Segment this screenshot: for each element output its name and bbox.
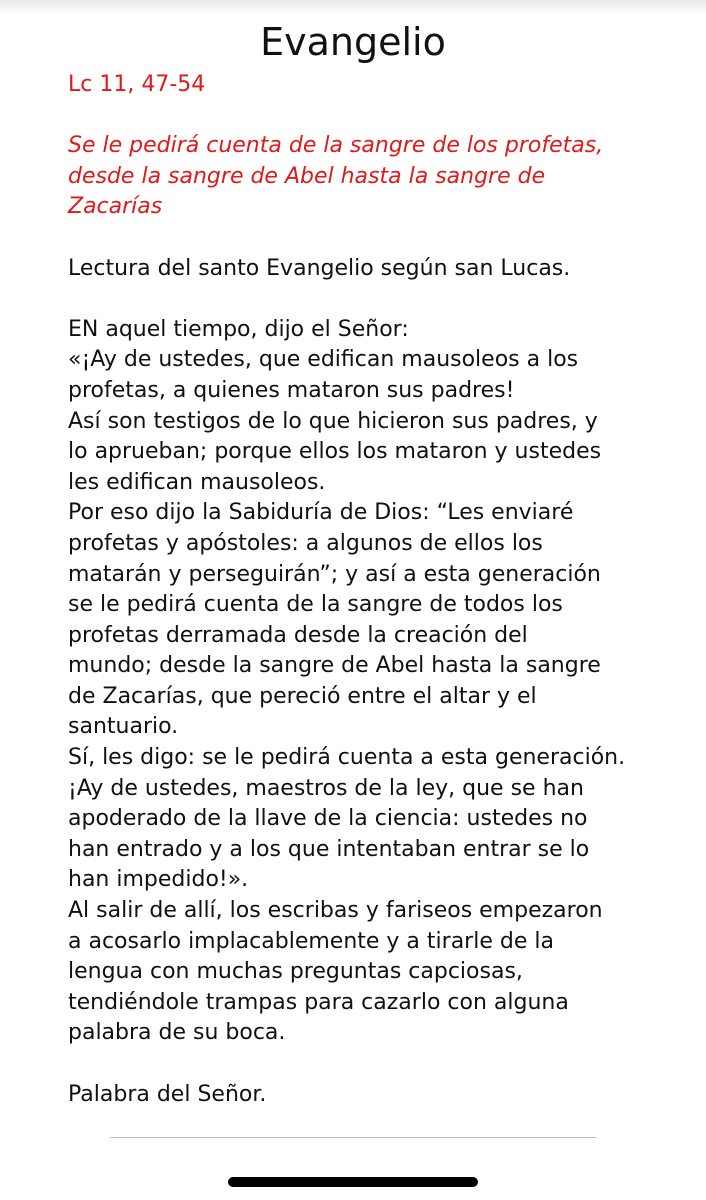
bottom-divider bbox=[110, 1137, 596, 1138]
home-indicator[interactable] bbox=[228, 1177, 478, 1187]
gospel-body: EN aquel tiempo, dijo el Señor: «¡Ay de ustedes, que edifican mausoleos a los profetas, a quienes mataron sus padres! Así son testigos de lo que hicieron sus padres, y lo aprueban; porque ellos los mataron y ustedes les edifican mausoleos. Por eso dijo la Sabiduría de Dios: “Les enviaré profetas y apóstoles: a algunos de ellos los matarán y perseguirán”; y así a esta generación se le pedirá cuenta de la sangre de todos los profetas derramada desde la creación del mundo; desde la sangre de Abel hasta la sangre de Zacarías, que pereció entre el altar y el santuario. Sí, les digo: se le pedirá cuenta a esta generación. ¡Ay de ustedes, maestros de la ley, que se han apoderado de la llave de la ciencia: ustedes no han entrado y a los que intentaban entrar se lo han impedido!». Al salir de allí, los escribas y fariseos empezaron a acosarlo implacablemente y a tirarle de la lengua con muchas preguntas capciosas, tendiéndole trampas para cazarlo con alguna palabra de su boca. bbox=[68, 316, 626, 1046]
top-shadow bbox=[0, 0, 706, 14]
reading-content[interactable] bbox=[68, 70, 668, 1110]
scripture-reference: Lc 11, 47-54 bbox=[68, 72, 206, 97]
antiphon-text: Se le pedirá cuenta de la sangre de los profetas, desde la sangre de Abel hasta la sangre de Zacarías bbox=[68, 133, 604, 220]
page-title: Evangelio bbox=[260, 20, 446, 64]
closing-acclamation: Palabra del Señor. bbox=[68, 1081, 267, 1107]
reading-intro: Lectura del santo Evangelio según san Lucas. bbox=[68, 255, 571, 281]
